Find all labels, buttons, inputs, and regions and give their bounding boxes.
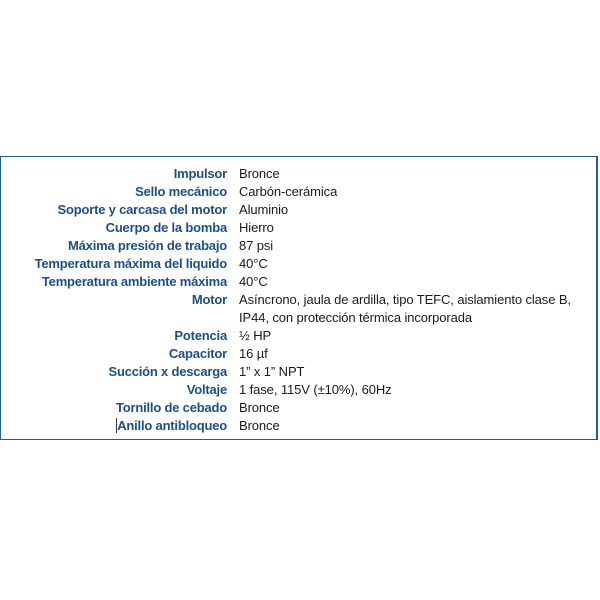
spec-row-motor (1, 291, 599, 327)
spec-value: Hierro (239, 220, 274, 235)
spec-value: Asíncrono, jaula de ardilla, tipo TEFC, aislamiento clase B, IP44, con protección térmica incorporada (239, 292, 571, 325)
spec-row-presion (1, 237, 599, 255)
spec-value: 40°C (239, 274, 268, 289)
spec-label: Motor (191, 292, 227, 307)
spec-label-with-cursor (1, 417, 227, 435)
spec-row-tornillo (1, 399, 599, 417)
spec-row-cuerpo (1, 219, 599, 237)
spec-row-impulsor (1, 165, 599, 183)
spec-row-soporte (1, 201, 599, 219)
spec-row-sello (1, 183, 599, 201)
spec-value: Aluminio (239, 202, 289, 217)
spec-label: Sello mecánico (135, 184, 227, 199)
spec-label: Succión x descarga (108, 364, 227, 379)
spec-label: Temperatura ambiente máxima (41, 274, 227, 289)
spec-value: ½ HP (239, 328, 272, 343)
spec-row-capacitor (1, 345, 599, 363)
spec-value: 87 psi (239, 238, 274, 253)
spec-label: Tornillo de cebado (115, 400, 227, 415)
spec-list (1, 165, 599, 435)
spec-label: Máxima presión de trabajo (68, 238, 227, 253)
spec-value: 1 fase, 115V (±10%), 60Hz (239, 382, 392, 397)
spec-value: Carbón-cerámica (239, 184, 338, 199)
spec-row-anillo (1, 417, 599, 435)
spec-label: Soporte y carcasa del motor (57, 202, 227, 217)
spec-table (0, 156, 598, 440)
spec-value: Bronce (239, 418, 280, 433)
spec-value: 16 µf (239, 346, 268, 361)
spec-label: Capacitor (168, 346, 227, 361)
spec-value: 1” x 1” NPT (239, 364, 305, 379)
spec-row-temp-ambiente (1, 273, 599, 291)
spec-label: Potencia (174, 328, 227, 343)
spec-label: Impulsor (173, 166, 227, 181)
spec-value: Bronce (239, 166, 280, 181)
spec-label: Anillo antibloqueo (117, 418, 227, 433)
spec-row-temp-liquido (1, 255, 599, 273)
spec-value: 40°C (239, 256, 268, 271)
spec-row-succion (1, 363, 599, 381)
spec-label: Temperatura máxima del liquido (34, 256, 227, 271)
spec-label: Cuerpo de la bomba (105, 220, 227, 235)
spec-row-voltaje (1, 381, 599, 399)
spec-value: Bronce (239, 400, 280, 415)
spec-row-potencia (1, 327, 599, 345)
spec-label: Voltaje (186, 382, 227, 397)
